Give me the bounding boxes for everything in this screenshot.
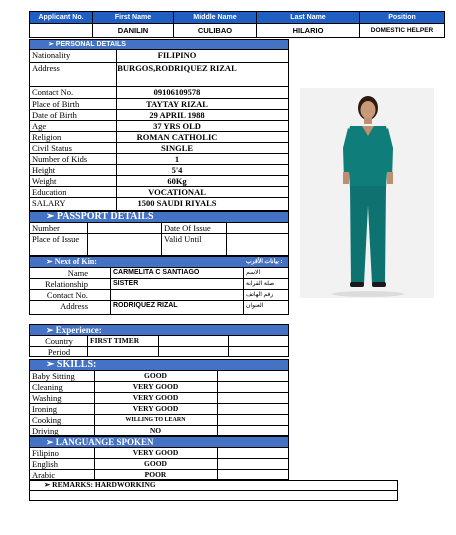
skills-title: SKILLS: [56,359,97,370]
experience-label: Country [45,336,73,346]
personal-value: ROMAN CATHOLIC [136,132,218,142]
personal-label: Civil Status [32,143,72,153]
passport-date-label: Date Of Issue [164,223,211,233]
personal-value: 60Kg [167,176,187,186]
arrow-bullet-icon: ➢ [46,325,56,335]
arrow-bullet-icon: ➢ [46,359,57,370]
personal-label: Education [32,187,67,197]
applicant-no-value [29,23,93,38]
personal-value: FILIPINO [157,50,197,60]
header-applicant-no: Applicant No. [29,11,93,24]
personal-label: Date of Birth [32,110,77,120]
header-middle-name: Middle Name [173,11,257,24]
kin-label: Contact No. [46,290,88,300]
personal-details-title: PERSONAL DETAILS [55,41,126,48]
personal-label: Contact No. [32,87,74,97]
personal-label: SALARY [32,198,66,208]
personal-value: 09106109578 [153,87,201,97]
header-position: Position [359,11,445,24]
personal-value: SINGLE [160,143,194,153]
personal-value: BURGOS,RODRIQUEZ RIZAL [117,63,237,73]
position-value: DOMESTIC HELPER [359,23,445,38]
kin-label-arabic: صلة القرابة [246,281,275,287]
arrow-bullet-icon: ➢ [46,257,55,266]
personal-label: Height [32,165,56,175]
language-title: LANGUANGE SPOKEN [55,437,154,447]
next-of-kin-title: Next of Kin: [54,257,97,266]
skill-value: VERY GOOD [132,393,179,402]
next-of-kin-title-arabic: بيانات الأقرب : [246,259,283,265]
skill-label: Ironing [32,404,58,414]
kin-label: Relationship [45,279,88,289]
skill-value: NO [149,426,162,435]
kin-value: RODRIQUEZ RIZAL [113,302,178,309]
personal-label: Nationality [32,50,71,60]
last-name-value: HILARIO [256,23,360,38]
personal-value: 29 APRIL 1988 [149,110,205,120]
kin-value: CARMELITA C SANTIAGO [113,269,200,276]
personal-label: Age [32,121,47,131]
experience-title: Experience: [55,325,102,335]
remarks-text: REMARKS: HARDWORKING [52,480,156,489]
skill-value: GOOD [144,371,167,380]
personal-label: Religion [32,132,62,142]
applicant-photo [300,88,434,298]
experience-value: FIRST TIMER [90,336,140,345]
personal-label: Weight [32,176,57,186]
kin-label-arabic: الاسم [246,270,261,276]
skill-label: Baby Sitting [32,371,75,381]
personal-value: 37 YRS OLD [153,121,201,131]
language-value: VERY GOOD [132,448,179,457]
kin-label: Address [60,301,88,311]
arrow-bullet-icon: ➢ [46,437,56,447]
passport-place-label: Place of Issue [32,234,80,244]
skill-label: Washing [32,393,62,403]
arrow-bullet-icon: ➢ [48,41,56,48]
experience-label: Period [47,347,71,357]
kin-value: SISTER [113,280,139,287]
kin-label-arabic: العنوان [246,303,264,309]
language-label: Filipino [32,448,59,458]
skill-label: Driving [32,426,59,436]
header-first-name: First Name [92,11,174,24]
personal-label: Number of Kids [32,154,88,164]
passport-number-label: Number [32,223,60,233]
personal-value: 1 [174,154,180,164]
skill-value: VERY GOOD [132,382,179,391]
kin-label: Name [67,268,88,278]
header-last-name: Last Name [256,11,360,24]
personal-label: Place of Birth [32,99,80,109]
kin-label-arabic: رقم الهاتف [246,292,274,298]
passport-valid-label: Valid Until [164,234,202,244]
language-value: GOOD [144,459,167,468]
language-label: English [32,459,58,469]
remarks-line [44,480,156,490]
skill-label: Cleaning [32,382,63,392]
arrow-bullet-icon: ➢ [46,211,57,222]
skill-label: Cooking [32,415,62,425]
language-value: POOR [144,470,167,479]
personal-value: 5'4 [171,165,183,175]
personal-value: VOCATIONAL [148,187,206,197]
language-label: Arabic [32,470,56,480]
personal-value: TAYTAY RIZAL [146,99,208,109]
first-name-value: DANILIN [92,23,174,38]
personal-label: Address [32,63,60,73]
passport-details-title: PASSPORT DETAILS [56,211,154,222]
personal-value: 1500 SAUDI RIYALS [137,198,217,208]
arrow-bullet-icon: ➢ [44,480,53,489]
skill-value: VERY GOOD [132,404,179,413]
skill-value: WILLING TO LEARN [125,417,186,423]
middle-name-value: CULIBAO [173,23,257,38]
